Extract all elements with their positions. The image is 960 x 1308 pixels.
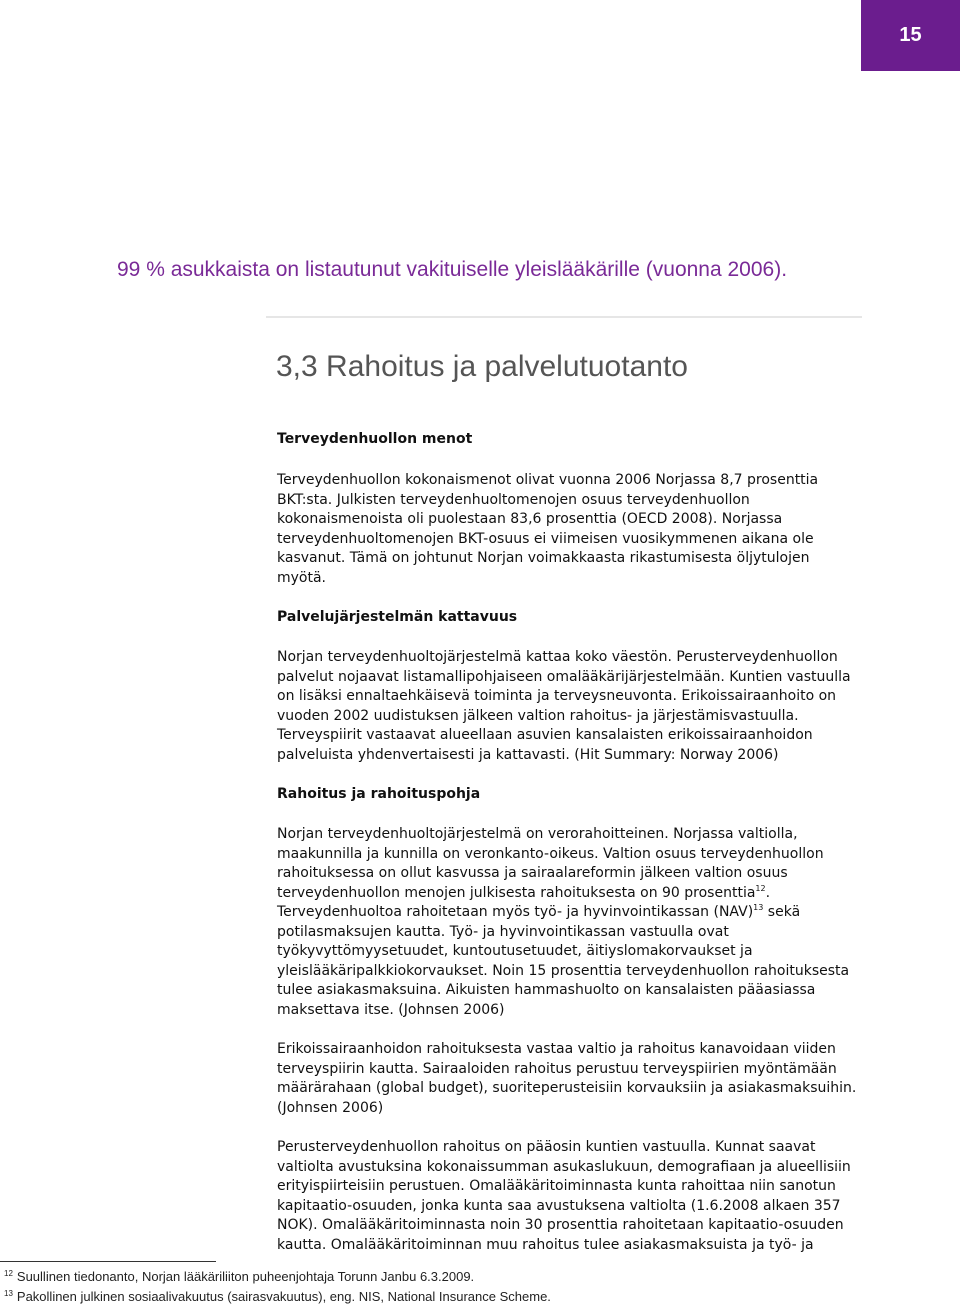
- text-line: kokonaismenoista oli puolestaan 83,6 prosenttia (OECD 2008). Norjassa: [277, 511, 783, 527]
- text-line: palvelut nojaavat listamallipohjaiseen omalääkärijärjestelmään. Kuntien vastuulla: [277, 668, 851, 685]
- text-fragment: .: [765, 884, 771, 901]
- section-heading-expenditure: Terveydenhuollon menot: [277, 431, 473, 447]
- text-line: [277, 903, 849, 923]
- text-line: määrärahaan (global budget), suoriteperusteisiin korvauksiin ja asiakasmaksuihin.: [277, 1080, 857, 1096]
- text-line: NOK). Omalääkäritoiminnasta noin 30 prosenttia rahoitetaan kapitaatio-osuuden: [277, 1217, 844, 1233]
- paragraph-coverage: [277, 648, 851, 765]
- text-line: Norjan terveydenhuoltojärjestelmä kattaa koko väestön. Perusterveydenhuollon: [277, 649, 838, 665]
- page-number: 15: [899, 24, 922, 46]
- text-line: vuoden 2002 uudistuksen jälkeen valtion rahoitus- ja järjestämisvastuulla.: [277, 707, 799, 724]
- paragraph-expenditure: [277, 471, 818, 588]
- header-divider: [266, 316, 862, 318]
- chapter-title: 3,3 Rahoitus ja palvelutuotanto: [276, 350, 688, 383]
- text-line: yleislääkäripalkkiokorvaukset. Noin 15 prosenttia terveydenhuollon rahoituksesta: [277, 962, 850, 979]
- text-line: maakunnilla ja kunnilla on veronkanto-oikeus. Valtion osuus terveydenhuollon: [277, 845, 824, 862]
- paragraph-financing-1: [277, 825, 849, 1020]
- text-line: potilasmaksujen kautta. Työ- ja hyvinvointikassan vastuulla ovat: [277, 923, 729, 940]
- paragraph-financing-3: [277, 1138, 851, 1255]
- text-line: BKT:sta. Julkisten terveydenhuoltomenojen osuus terveydenhuollon: [277, 491, 750, 508]
- paragraph-financing-2: [277, 1040, 856, 1118]
- lead-sentence: 99 % asukkaista on listautunut vakituiselle yleislääkärille (vuonna 2006).: [117, 258, 788, 281]
- section-heading-financing: Rahoitus ja rahoituspohja: [277, 786, 481, 802]
- text-line: terveydenhuoltomenojen BKT-osuus ei viimeisen vuosikymmenen aikana ole: [277, 530, 814, 547]
- footnote-ref-13[interactable]: 13: [753, 903, 764, 912]
- text-line: myötä.: [277, 569, 327, 586]
- text-line: Terveyspiirit vastaavat alueellaan asuvien kansalaisten erikoissairaanhoidon: [277, 727, 813, 743]
- text-fragment: Terveydenhuoltoa rahoitetaan myös työ- ja hyvinvointikassan (NAV): [277, 904, 754, 920]
- text-line: Norjan terveydenhuoltojärjestelmä on verorahoitteinen. Norjassa valtiolla,: [277, 826, 798, 842]
- footnote-number: 12: [4, 1269, 13, 1278]
- section-heading-coverage: Palvelujärjestelmän kattavuus: [277, 609, 518, 625]
- footnote-ref-12[interactable]: 12: [755, 883, 766, 893]
- text-line: työkyvyttömyysetuudet, kuntoutusetuudet, äitiyslomakorvaukset ja: [277, 943, 753, 959]
- text-line: on lisäksi ennaltaehkäisevä toiminta ja terveysneuvonta. Erikoissairaanhoito on: [277, 688, 837, 704]
- text-line: [277, 884, 849, 904]
- text-line: valtiolta avustuksina kokonaissumman asukaslukuun, demografiaan ja alueellisiin: [277, 1158, 851, 1175]
- footnote-13: [4, 1289, 551, 1304]
- text-line: palveluista yhdenvertaisesti ja kattavasti. (Hit Summary: Norway 2006): [277, 746, 779, 763]
- text-line: Perusterveydenhuollon rahoitus on pääosin kuntien vastuulla. Kunnat saavat: [277, 1139, 816, 1155]
- footnote-12: [4, 1269, 474, 1284]
- footnote-number: 13: [4, 1289, 13, 1298]
- text-line: rahoituksessa on ollut kasvussa ja sairaalareformin jälkeen valtion osuus: [277, 865, 788, 881]
- page-number-badge: [861, 0, 960, 71]
- text-line: kasvanut. Tämä on johtunut Norjan voimakkaasta rikastumisesta öljytulojen: [277, 550, 810, 566]
- text-line: kapitaatio-osuuden, jonka kunta saa avustuksena valtiolta (1.6.2008 alkaen 357: [277, 1197, 841, 1214]
- footnote-text: Pakollinen julkinen sosiaalivakuutus (sairasvakuutus), eng. NIS, National Insurance Scheme.: [16, 1289, 551, 1304]
- text-fragment: sekä: [763, 904, 801, 920]
- footnote-text: Suullinen tiedonanto, Norjan lääkäriliiton puheenjohtaja Torunn Janbu 6.3.2009.: [16, 1269, 475, 1284]
- text-line: terveyspiirin kautta. Sairaaloiden rahoitus perustuu terveyspiirien myöntämään: [277, 1060, 837, 1077]
- text-line: Terveydenhuollon kokonaismenot olivat vuonna 2006 Norjassa 8,7 prosenttia: [277, 472, 819, 488]
- text-line: tulee asiakasmaksuina. Aikuisten hammashuolto on kansalaisten pääasiassa: [277, 982, 816, 998]
- footnote-divider: [0, 1261, 216, 1262]
- text-fragment: terveydenhuollon menojen julkisesta rahoituksesta on 90 prosenttia: [277, 884, 756, 901]
- text-line: Erikoissairaanhoidon rahoituksesta vastaa valtio ja rahoitus kanavoidaan viiden: [277, 1041, 836, 1057]
- text-line: kautta. Omalääkäritoiminnan muu rahoitus tulee asiakasmaksuista ja työ- ja: [277, 1236, 814, 1253]
- text-line: (Johnsen 2006): [277, 1099, 384, 1116]
- text-line: erityispiirteisiin perustuen. Omalääkäritoiminnasta kunta rahoittaa niin sanotun: [277, 1178, 836, 1194]
- text-line: maksettava itse. (Johnsen 2006): [277, 1001, 505, 1018]
